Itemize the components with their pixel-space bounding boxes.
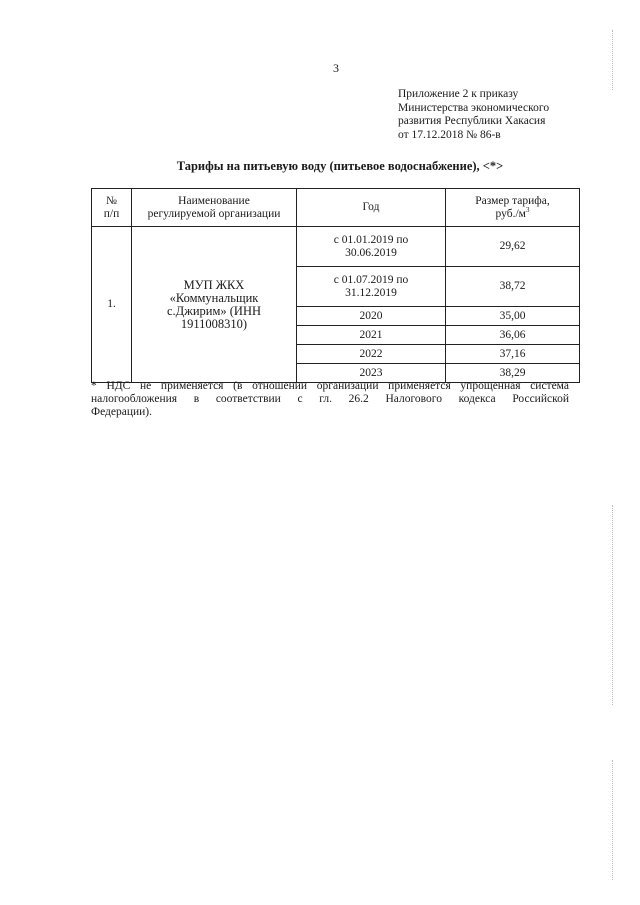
period-line: 31.12.2019	[345, 286, 397, 299]
header-tariff-unit	[449, 205, 576, 221]
period-cell: 2021	[297, 326, 446, 345]
footnote-line: Федерации).	[91, 406, 153, 418]
header-tariff-unit-text: руб./м	[495, 207, 526, 220]
scan-artifact	[612, 30, 613, 90]
period-cell: 2022	[297, 345, 446, 364]
tariff-cell: 29,62	[446, 227, 580, 267]
footnote-line: налогообложения в соответствии с гл. 26.2 Налогового кодекса Российской	[91, 393, 569, 405]
row-number-cell: 1.	[92, 227, 132, 383]
period-cell: 2023	[297, 364, 446, 383]
header-organization-line: регулируемой организации	[147, 207, 281, 220]
tariff-cell: 38,72	[446, 267, 580, 307]
period-line: с 01.07.2019 по	[333, 273, 409, 286]
scan-artifact	[612, 760, 613, 880]
header-organization	[132, 189, 297, 227]
tariff-cell: 37,16	[446, 345, 580, 364]
appendix-line: от 17.12.2018 № 86-в	[398, 128, 501, 141]
page-number: 3	[333, 61, 339, 75]
footnote	[91, 380, 569, 419]
appendix-line: Министерства экономического	[398, 101, 550, 114]
table-row	[92, 227, 580, 267]
organization-line: «Коммунальщик	[169, 290, 259, 305]
header-organization-line: Наименование	[178, 194, 250, 207]
period-line: с 01.01.2019 по	[333, 233, 409, 246]
appendix-line: развития Республики Хакасия	[398, 115, 546, 127]
tariff-cell: 35,00	[446, 307, 580, 326]
document-title: Тарифы на питьевую воду (питьевое водоснабжение), <*>	[176, 159, 504, 173]
period-cell: 2020	[297, 307, 446, 326]
organization-line: МУП ЖКХ	[183, 277, 245, 292]
header-number	[92, 189, 132, 227]
header-year: Год	[297, 189, 446, 227]
table-header-row	[92, 189, 580, 227]
footnote-line: * НДС не применяется (в отношении организации применяется упрощенная система	[91, 380, 569, 392]
header-tariff	[446, 189, 580, 227]
appendix-line: Приложение 2 к приказу	[398, 88, 519, 100]
scan-artifact	[612, 505, 613, 705]
organization-line: 1911008310)	[180, 316, 248, 331]
organization-line: с.Джирим» (ИНН	[167, 303, 261, 318]
organization-cell	[132, 227, 297, 383]
period-cell	[297, 227, 446, 267]
period-line: 30.06.2019	[345, 246, 397, 259]
tariff-table	[91, 188, 580, 383]
period-cell	[297, 267, 446, 307]
header-tariff-line: Размер тарифа,	[475, 194, 550, 207]
tariff-cell: 36,06	[446, 326, 580, 345]
header-tariff-superscript: 3	[525, 205, 530, 214]
appendix-reference	[398, 88, 549, 142]
header-number-line: п/п	[103, 207, 120, 220]
header-number-line: №	[106, 194, 117, 207]
tariff-cell: 38,29	[446, 364, 580, 383]
